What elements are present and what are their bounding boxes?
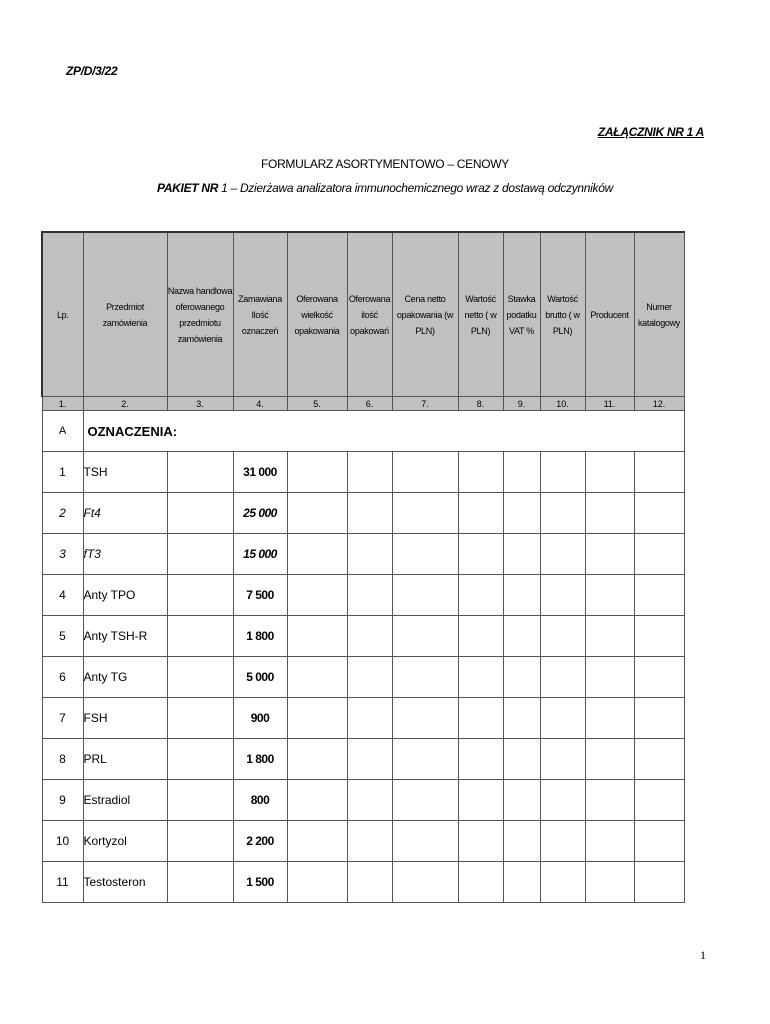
package-size-cell[interactable] bbox=[287, 616, 347, 657]
catalog-number-cell[interactable] bbox=[634, 821, 684, 862]
header-cell: Przedmiot zamówienia bbox=[83, 232, 167, 397]
producent-cell[interactable] bbox=[585, 452, 634, 493]
row-lp: 9 bbox=[42, 780, 83, 821]
package-label: PAKIET NR bbox=[157, 181, 219, 195]
table-row bbox=[42, 862, 684, 903]
row-lp: 10 bbox=[42, 821, 83, 862]
trade-name-cell[interactable] bbox=[167, 657, 233, 698]
row-item-name: Ft4 bbox=[83, 493, 167, 534]
package-count-cell[interactable] bbox=[347, 780, 392, 821]
package-count-cell[interactable] bbox=[347, 657, 392, 698]
column-number: 12. bbox=[634, 397, 684, 411]
row-item-name: Anty TSH-R bbox=[83, 616, 167, 657]
catalog-number-cell[interactable] bbox=[634, 780, 684, 821]
row-quantity: 5 000 bbox=[233, 657, 287, 698]
package-count-cell[interactable] bbox=[347, 739, 392, 780]
vat-rate-cell[interactable] bbox=[503, 657, 540, 698]
row-item-name: FSH bbox=[83, 698, 167, 739]
package-count-cell[interactable] bbox=[347, 862, 392, 903]
header-cell: Wartość brutto ( w PLN) bbox=[540, 232, 585, 397]
column-number: 10. bbox=[540, 397, 585, 411]
row-quantity: 2 200 bbox=[233, 821, 287, 862]
catalog-number-cell[interactable] bbox=[634, 616, 684, 657]
net-value-cell[interactable] bbox=[458, 452, 503, 493]
gross-value-cell[interactable] bbox=[540, 493, 585, 534]
row-item-name: Estradiol bbox=[83, 780, 167, 821]
row-lp: 1 bbox=[42, 452, 83, 493]
column-number: 6. bbox=[347, 397, 392, 411]
gross-value-cell[interactable] bbox=[540, 821, 585, 862]
header-cell: Oferowana ilość opakowań bbox=[347, 232, 392, 397]
catalog-number-cell[interactable] bbox=[634, 698, 684, 739]
package-count-cell[interactable] bbox=[347, 616, 392, 657]
vat-rate-cell[interactable] bbox=[503, 780, 540, 821]
gross-value-cell[interactable] bbox=[540, 534, 585, 575]
net-price-cell[interactable] bbox=[392, 575, 458, 616]
row-quantity: 1 500 bbox=[233, 862, 287, 903]
net-price-cell[interactable] bbox=[392, 739, 458, 780]
net-value-cell[interactable] bbox=[458, 493, 503, 534]
header-cell: Lp. bbox=[42, 232, 83, 397]
row-quantity: 25 000 bbox=[233, 493, 287, 534]
header-cell: Cena netto opakowania (w PLN) bbox=[392, 232, 458, 397]
package-count-cell[interactable] bbox=[347, 575, 392, 616]
table-row bbox=[42, 534, 684, 575]
net-value-cell[interactable] bbox=[458, 616, 503, 657]
row-quantity: 900 bbox=[233, 698, 287, 739]
row-lp: 4 bbox=[42, 575, 83, 616]
package-count-cell[interactable] bbox=[347, 493, 392, 534]
header-cell: Zamawiana Ilość oznaczeń bbox=[233, 232, 287, 397]
column-number: 11. bbox=[585, 397, 634, 411]
trade-name-cell[interactable] bbox=[167, 493, 233, 534]
package-size-cell[interactable] bbox=[287, 493, 347, 534]
section-title: OZNACZENIA: bbox=[83, 411, 684, 452]
package-count-cell[interactable] bbox=[347, 821, 392, 862]
section-id: A bbox=[42, 411, 83, 452]
producent-cell[interactable] bbox=[585, 657, 634, 698]
catalog-number-cell[interactable] bbox=[634, 493, 684, 534]
row-item-name: fT3 bbox=[83, 534, 167, 575]
net-value-cell[interactable] bbox=[458, 739, 503, 780]
row-quantity: 15 000 bbox=[233, 534, 287, 575]
package-size-cell[interactable] bbox=[287, 575, 347, 616]
net-price-cell[interactable] bbox=[392, 616, 458, 657]
row-quantity: 800 bbox=[233, 780, 287, 821]
column-number: 3. bbox=[167, 397, 233, 411]
row-item-name: Anty TPO bbox=[83, 575, 167, 616]
gross-value-cell[interactable] bbox=[540, 616, 585, 657]
header-cell: Wartość netto ( w PLN) bbox=[458, 232, 503, 397]
row-lp: 6 bbox=[42, 657, 83, 698]
producent-cell[interactable] bbox=[585, 698, 634, 739]
net-price-cell[interactable] bbox=[392, 657, 458, 698]
producent-cell[interactable] bbox=[585, 575, 634, 616]
vat-rate-cell[interactable] bbox=[503, 575, 540, 616]
annex-label: ZAŁĄCZNIK NR 1 A bbox=[597, 125, 704, 139]
package-size-cell[interactable] bbox=[287, 534, 347, 575]
catalog-number-cell[interactable] bbox=[634, 575, 684, 616]
producent-cell[interactable] bbox=[585, 862, 634, 903]
trade-name-cell[interactable] bbox=[167, 698, 233, 739]
row-quantity: 1 800 bbox=[233, 739, 287, 780]
column-number: 7. bbox=[392, 397, 458, 411]
net-value-cell[interactable] bbox=[458, 862, 503, 903]
net-value-cell[interactable] bbox=[458, 534, 503, 575]
net-price-cell[interactable] bbox=[392, 698, 458, 739]
catalog-number-cell[interactable] bbox=[634, 452, 684, 493]
gross-value-cell[interactable] bbox=[540, 452, 585, 493]
row-item-name: Testosteron bbox=[83, 862, 167, 903]
net-price-cell[interactable] bbox=[392, 862, 458, 903]
header-cell: Stawka podatku VAT % bbox=[503, 232, 540, 397]
row-quantity: 1 800 bbox=[233, 616, 287, 657]
trade-name-cell[interactable] bbox=[167, 780, 233, 821]
table-row bbox=[42, 493, 684, 534]
vat-rate-cell[interactable] bbox=[503, 739, 540, 780]
row-lp: 2 bbox=[42, 493, 83, 534]
row-item-name: Anty TG bbox=[83, 657, 167, 698]
table-row bbox=[42, 452, 684, 493]
column-number: 4. bbox=[233, 397, 287, 411]
table-row bbox=[42, 616, 684, 657]
net-price-cell[interactable] bbox=[392, 493, 458, 534]
vat-rate-cell[interactable] bbox=[503, 698, 540, 739]
vat-rate-cell[interactable] bbox=[503, 821, 540, 862]
table-row bbox=[42, 780, 684, 821]
header-cell: Nazwa handlowa oferowanego przedmiotu zamówienia bbox=[167, 232, 233, 397]
row-item-name: TSH bbox=[83, 452, 167, 493]
row-quantity: 7 500 bbox=[233, 575, 287, 616]
gross-value-cell[interactable] bbox=[540, 575, 585, 616]
catalog-number-cell[interactable] bbox=[634, 657, 684, 698]
table-row bbox=[42, 575, 684, 616]
gross-value-cell[interactable] bbox=[540, 698, 585, 739]
package-size-cell[interactable] bbox=[287, 698, 347, 739]
trade-name-cell[interactable] bbox=[167, 862, 233, 903]
row-quantity: 31 000 bbox=[233, 452, 287, 493]
trade-name-cell[interactable] bbox=[167, 739, 233, 780]
gross-value-cell[interactable] bbox=[540, 657, 585, 698]
producent-cell[interactable] bbox=[585, 739, 634, 780]
trade-name-cell[interactable] bbox=[167, 452, 233, 493]
package-size-cell[interactable] bbox=[287, 780, 347, 821]
net-value-cell[interactable] bbox=[458, 657, 503, 698]
net-price-cell[interactable] bbox=[392, 821, 458, 862]
table-row bbox=[42, 657, 684, 698]
row-item-name: Kortyzol bbox=[83, 821, 167, 862]
section-row bbox=[42, 411, 684, 452]
package-count-cell[interactable] bbox=[347, 698, 392, 739]
catalog-number-cell[interactable] bbox=[634, 862, 684, 903]
package-count-cell[interactable] bbox=[347, 452, 392, 493]
header-cell: Numer katalogowy bbox=[634, 232, 684, 397]
gross-value-cell[interactable] bbox=[540, 780, 585, 821]
producent-cell[interactable] bbox=[585, 616, 634, 657]
table-row bbox=[42, 698, 684, 739]
vat-rate-cell[interactable] bbox=[503, 862, 540, 903]
package-size-cell[interactable] bbox=[287, 739, 347, 780]
catalog-number-cell[interactable] bbox=[634, 534, 684, 575]
column-number: 8. bbox=[458, 397, 503, 411]
page-number: 1 bbox=[700, 948, 706, 962]
net-value-cell[interactable] bbox=[458, 698, 503, 739]
vat-rate-cell[interactable] bbox=[503, 534, 540, 575]
net-price-cell[interactable] bbox=[392, 452, 458, 493]
package-size-cell[interactable] bbox=[287, 657, 347, 698]
form-subtitle bbox=[0, 181, 770, 195]
producent-cell[interactable] bbox=[585, 534, 634, 575]
row-lp: 11 bbox=[42, 862, 83, 903]
net-value-cell[interactable] bbox=[458, 821, 503, 862]
trade-name-cell[interactable] bbox=[167, 534, 233, 575]
column-number: 2. bbox=[83, 397, 167, 411]
table-row bbox=[42, 739, 684, 780]
row-lp: 8 bbox=[42, 739, 83, 780]
trade-name-cell[interactable] bbox=[167, 821, 233, 862]
column-number: 5. bbox=[287, 397, 347, 411]
gross-value-cell[interactable] bbox=[540, 739, 585, 780]
column-number: 1. bbox=[42, 397, 83, 411]
producent-cell[interactable] bbox=[585, 780, 634, 821]
producent-cell[interactable] bbox=[585, 821, 634, 862]
net-price-cell[interactable] bbox=[392, 534, 458, 575]
column-number-row bbox=[42, 397, 684, 411]
header-row bbox=[42, 232, 684, 397]
package-size-cell[interactable] bbox=[287, 862, 347, 903]
net-value-cell[interactable] bbox=[458, 575, 503, 616]
package-size-cell[interactable] bbox=[287, 821, 347, 862]
assortment-price-table bbox=[41, 231, 685, 903]
form-title: FORMULARZ ASORTYMENTOWO – CENOWY bbox=[261, 157, 509, 171]
row-item-name: PRL bbox=[83, 739, 167, 780]
package-description: 1 – Dzierżawa analizatora immunochemicznego wraz z dostawą odczynników bbox=[218, 181, 613, 195]
vat-rate-cell[interactable] bbox=[503, 493, 540, 534]
package-count-cell[interactable] bbox=[347, 534, 392, 575]
table-row bbox=[42, 821, 684, 862]
row-lp: 5 bbox=[42, 616, 83, 657]
row-lp: 7 bbox=[42, 698, 83, 739]
net-value-cell[interactable] bbox=[458, 780, 503, 821]
header-cell: Producent bbox=[585, 232, 634, 397]
gross-value-cell[interactable] bbox=[540, 862, 585, 903]
catalog-number-cell[interactable] bbox=[634, 739, 684, 780]
vat-rate-cell[interactable] bbox=[503, 616, 540, 657]
column-number: 9. bbox=[503, 397, 540, 411]
trade-name-cell[interactable] bbox=[167, 575, 233, 616]
header-cell: Oferowana wielkość opakowania bbox=[287, 232, 347, 397]
producent-cell[interactable] bbox=[585, 493, 634, 534]
net-price-cell[interactable] bbox=[392, 780, 458, 821]
vat-rate-cell[interactable] bbox=[503, 452, 540, 493]
package-size-cell[interactable] bbox=[287, 452, 347, 493]
row-lp: 3 bbox=[42, 534, 83, 575]
document-reference: ZP/D/3/22 bbox=[66, 64, 118, 78]
trade-name-cell[interactable] bbox=[167, 616, 233, 657]
